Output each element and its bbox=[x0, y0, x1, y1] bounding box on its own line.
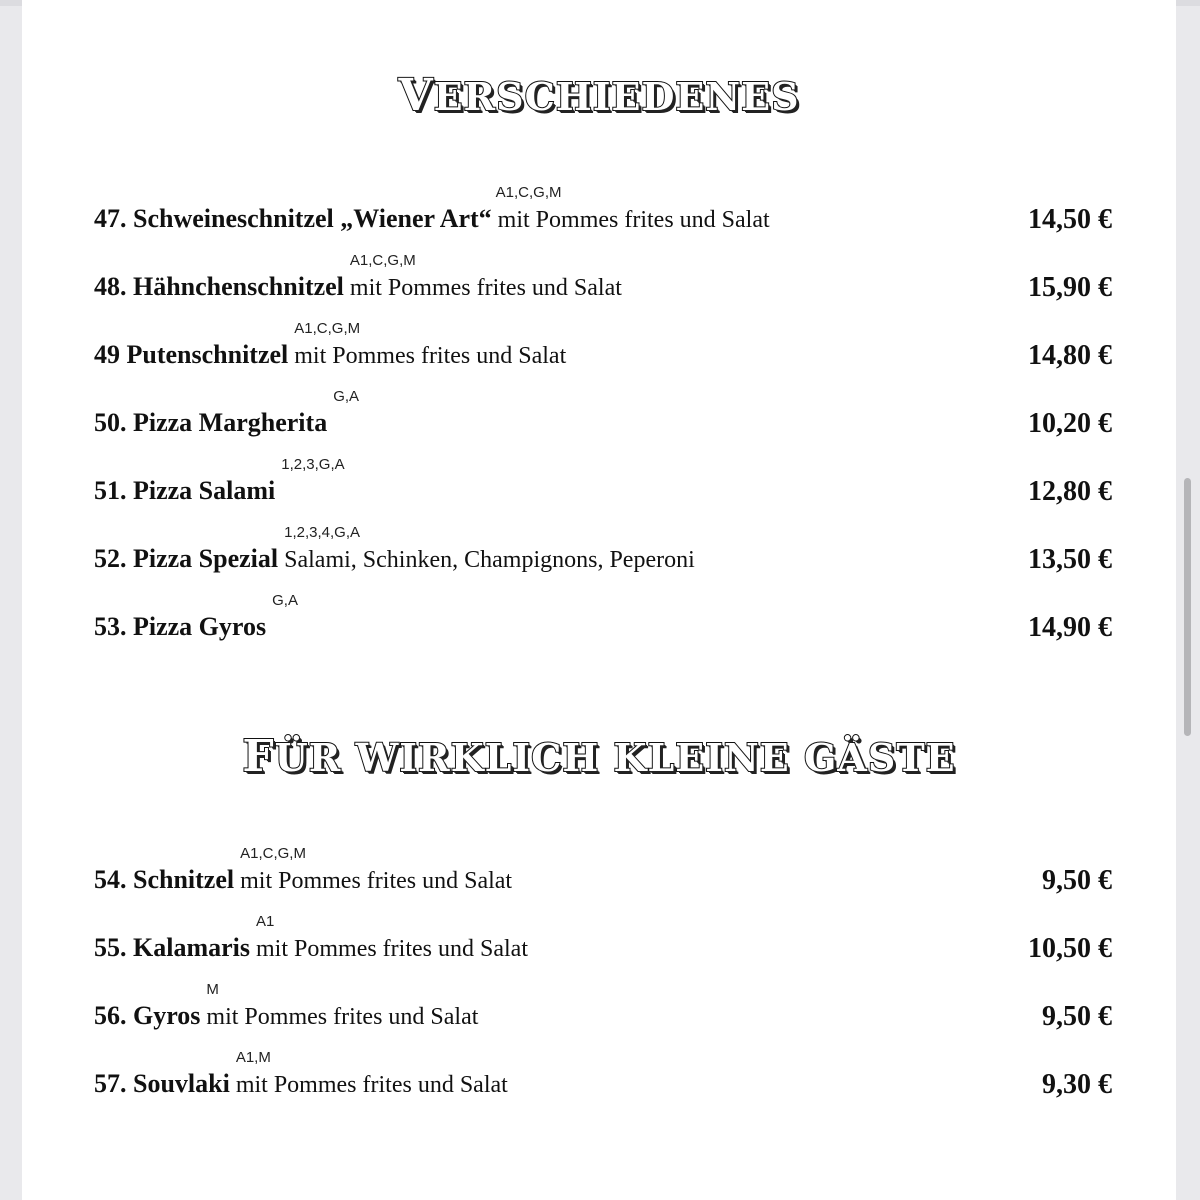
allergen-codes: 1,2,3,4,G,A bbox=[284, 524, 361, 541]
menu-item-47 bbox=[94, 184, 1112, 235]
menu-item-53 bbox=[94, 592, 1112, 643]
item-price: 10,50 € bbox=[1028, 933, 1112, 964]
item-name: 48. Hähnchenschnitzel A1,C,G,M bbox=[94, 272, 344, 301]
menu-item-50 bbox=[94, 388, 1112, 439]
item-description: mit Pommes frites und Salat bbox=[229, 1072, 508, 1098]
item-name: 47. Schweineschnitzel „Wiener Art“ A1,C,G,M bbox=[94, 204, 492, 233]
item-name: 53. Pizza Gyros G,A bbox=[94, 612, 266, 641]
item-price: 14,90 € bbox=[1028, 612, 1112, 643]
menu-item-48 bbox=[94, 252, 1112, 303]
item-name: 50. Pizza Margherita G,A bbox=[94, 408, 327, 437]
item-price: 9,50 € bbox=[1042, 1001, 1112, 1032]
allergen-codes: A1,C,G,M bbox=[240, 845, 306, 862]
item-description: mit Pommes frites und Salat bbox=[343, 275, 622, 301]
item-description: mit Pommes frites und Salat bbox=[491, 207, 770, 233]
item-price: 9,30 € bbox=[1042, 1069, 1112, 1100]
allergen-codes: G,A bbox=[272, 592, 298, 609]
item-price: 12,80 € bbox=[1028, 476, 1112, 507]
allergen-codes: A1,C,G,M bbox=[495, 184, 562, 201]
menu-item-55 bbox=[94, 913, 1112, 964]
menu-item-49 bbox=[94, 320, 1112, 371]
item-price: 15,90 € bbox=[1028, 272, 1112, 303]
section-title-verschiedenes: VERSCHIEDENES bbox=[398, 70, 800, 121]
allergen-codes: G,A bbox=[333, 388, 360, 405]
item-name: 49 Putenschnitzel A1,C,G,M bbox=[94, 340, 288, 369]
allergen-codes: A1,M bbox=[235, 1049, 271, 1066]
item-price: 10,20 € bbox=[1028, 408, 1112, 439]
item-name: 56. Gyros M bbox=[94, 1001, 200, 1030]
item-name: 55. Kalamaris A1 bbox=[94, 933, 250, 962]
menu-item-57 bbox=[94, 1049, 1112, 1100]
section-title-kleine-gaeste: FÜR WIRKLICH KLEINE GÄSTE bbox=[242, 731, 956, 782]
item-description: mit Pommes frites und Salat bbox=[250, 936, 528, 962]
menu-item-51 bbox=[94, 456, 1112, 507]
item-name: 52. Pizza Spezial 1,2,3,4,G,A bbox=[94, 544, 278, 573]
item-description: mit Pommes frites und Salat bbox=[288, 343, 567, 369]
item-description: mit Pommes frites und Salat bbox=[200, 1004, 479, 1030]
item-price: 9,50 € bbox=[1042, 865, 1112, 896]
item-price: 13,50 € bbox=[1028, 544, 1112, 575]
vertical-scrollbar[interactable] bbox=[1184, 478, 1191, 736]
allergen-codes: 1,2,3,G,A bbox=[281, 456, 345, 473]
item-price: 14,50 € bbox=[1028, 204, 1112, 235]
menu-item-54 bbox=[94, 845, 1112, 896]
item-name: 54. Schnitzel A1,C,G,M bbox=[94, 865, 234, 894]
allergen-codes: M bbox=[206, 981, 219, 998]
menu-item-52 bbox=[94, 524, 1112, 575]
menu-page bbox=[22, 0, 1176, 1200]
item-description: Salami, Schinken, Champignons, Peperoni bbox=[278, 547, 695, 573]
item-description: mit Pommes frites und Salat bbox=[234, 868, 513, 894]
allergen-codes: A1 bbox=[256, 913, 275, 930]
item-name: 57. Souvlaki A1,M bbox=[94, 1069, 230, 1098]
allergen-codes: A1,C,G,M bbox=[294, 320, 361, 337]
item-price: 14,80 € bbox=[1028, 340, 1112, 371]
item-name: 51. Pizza Salami 1,2,3,G,A bbox=[94, 476, 275, 505]
menu-item-56 bbox=[94, 981, 1112, 1032]
allergen-codes: A1,C,G,M bbox=[349, 252, 416, 269]
